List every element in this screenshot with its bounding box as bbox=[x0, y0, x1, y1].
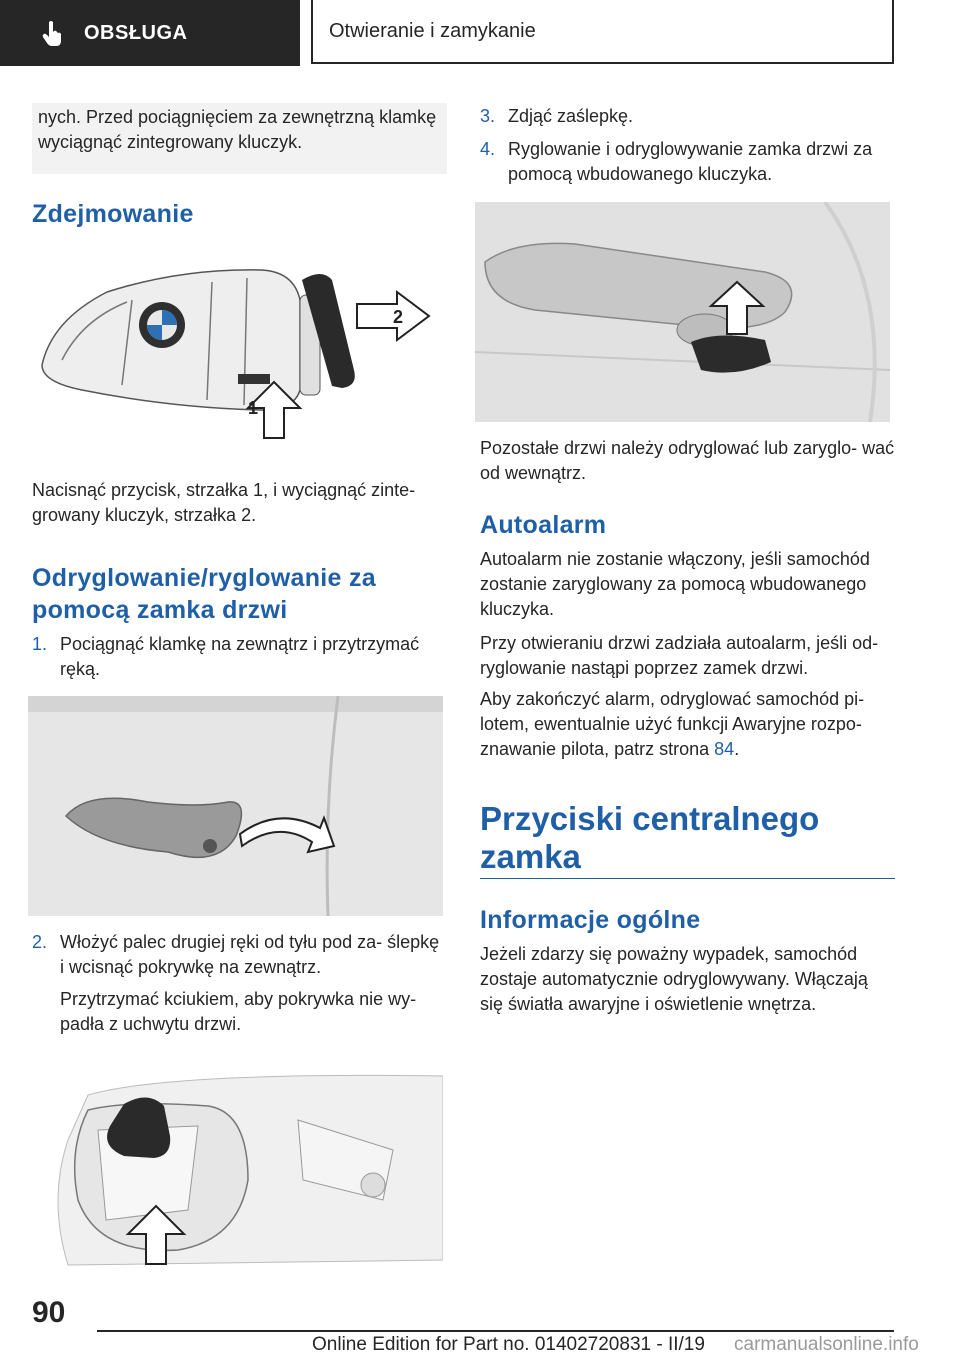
edition-text: Online Edition for Part no. 01402720831 - II/19 bbox=[312, 1334, 705, 1355]
step-1 bbox=[32, 632, 447, 682]
after-figure-text: Pozostałe drzwi należy odryglować lub zaryglo‐ wać od wewnątrz. bbox=[480, 438, 895, 483]
step-3 bbox=[480, 104, 895, 129]
handle-cap-figure bbox=[28, 1060, 443, 1275]
heading-autoalarm: Autoalarm bbox=[480, 511, 607, 539]
alarm-paragraph-3-text: Aby zakończyć alarm, odryglować samochód pi‐ lotem, ewentualnie użyć funkcji Awaryjne rozpo‐ znawanie pilota, patrz strona bbox=[480, 689, 865, 759]
step-3-number: 3. bbox=[480, 106, 496, 126]
step-2-number: 2. bbox=[32, 932, 48, 952]
section-tab bbox=[0, 0, 300, 66]
step-1-text: Pociągnąć klamkę na zewnątrz i przytrzymać ręką. bbox=[60, 634, 420, 679]
step-2 bbox=[32, 930, 447, 980]
heading-central-lock-buttons bbox=[480, 800, 895, 876]
key-fob-figure bbox=[32, 260, 442, 445]
door-handle-figure bbox=[28, 696, 443, 916]
fig1-label-1: 1 bbox=[248, 398, 259, 418]
heading-door-lock bbox=[32, 562, 447, 626]
heading-central-lock-line-1: Przyciski centralnego bbox=[480, 800, 820, 837]
page-number: 90 bbox=[32, 1296, 66, 1329]
hand-icon bbox=[42, 20, 64, 46]
alarm-paragraph-3 bbox=[480, 687, 895, 762]
heading-general-info: Informacje ogólne bbox=[480, 906, 701, 934]
step-3-text: Zdjąć zaślepkę. bbox=[508, 106, 634, 126]
removal-line-1: Nacisnąć przycisk, strzałka 1, i wyciągnąć zinte‐ bbox=[32, 480, 416, 500]
chapter-header bbox=[311, 0, 894, 64]
fig1-label-2: 2 bbox=[393, 307, 404, 327]
chapter-title: Otwieranie i zamykanie bbox=[329, 19, 536, 42]
general-paragraph: Jeżeli zdarzy się poważny wypadek, samochód zostaje automatycznie odryglowywany. Włączają się światła awaryjne i oświetlenie wnętrza. bbox=[480, 944, 868, 1014]
footer-rule bbox=[97, 1330, 894, 1332]
step-1-number: 1. bbox=[32, 634, 48, 654]
removal-line-2: growany kluczyk, strzałka 2. bbox=[32, 505, 257, 525]
step-2-text: Włożyć palec drugiej ręki od tyłu pod za‐ ślepkę i wcisnąć pokrywkę na zewnątrz. bbox=[60, 932, 440, 977]
watermark: carmanualsonline.info bbox=[734, 1334, 919, 1355]
removal-paragraph bbox=[32, 478, 447, 528]
heading-removal: Zdejmowanie bbox=[32, 200, 194, 228]
intro-text: nych. Przed pociągnięciem za zewnętrzną klamkę wyciągnąć zintegrowany kluczyk. bbox=[38, 107, 437, 152]
step-4-text: Ryglowanie i odryglowywanie zamka drzwi za pomocą wbudowanego kluczyka. bbox=[508, 139, 873, 184]
door-lock-figure bbox=[475, 202, 890, 422]
alarm-paragraph-2: Przy otwieraniu drzwi zadziała autoalarm, jeśli od‐ ryglowanie nastąpi poprzez zamek drzwi. bbox=[480, 633, 879, 678]
heading-door-lock-line-2: pomocą zamka drzwi bbox=[32, 596, 288, 624]
step-4 bbox=[480, 137, 895, 187]
alarm-paragraph-3-end: . bbox=[734, 739, 740, 759]
heading-rule bbox=[480, 878, 895, 879]
section-label: OBSŁUGA bbox=[84, 21, 188, 44]
intro-note bbox=[32, 103, 447, 174]
heading-door-lock-line-1: Odryglowanie/ryglowanie za bbox=[32, 564, 376, 592]
step-2-extra: Przytrzymać kciukiem, aby pokrywka nie wy‐ padła z uchwytu drzwi. bbox=[60, 989, 417, 1034]
heading-central-lock-line-2: zamka bbox=[480, 838, 581, 875]
step-4-number: 4. bbox=[480, 139, 496, 159]
alarm-paragraph-1: Autoalarm nie zostanie włączony, jeśli samochód zostanie zaryglowany za pomocą wbudowanego kluczyka. bbox=[480, 549, 870, 619]
page-link[interactable]: 84 bbox=[714, 739, 735, 759]
